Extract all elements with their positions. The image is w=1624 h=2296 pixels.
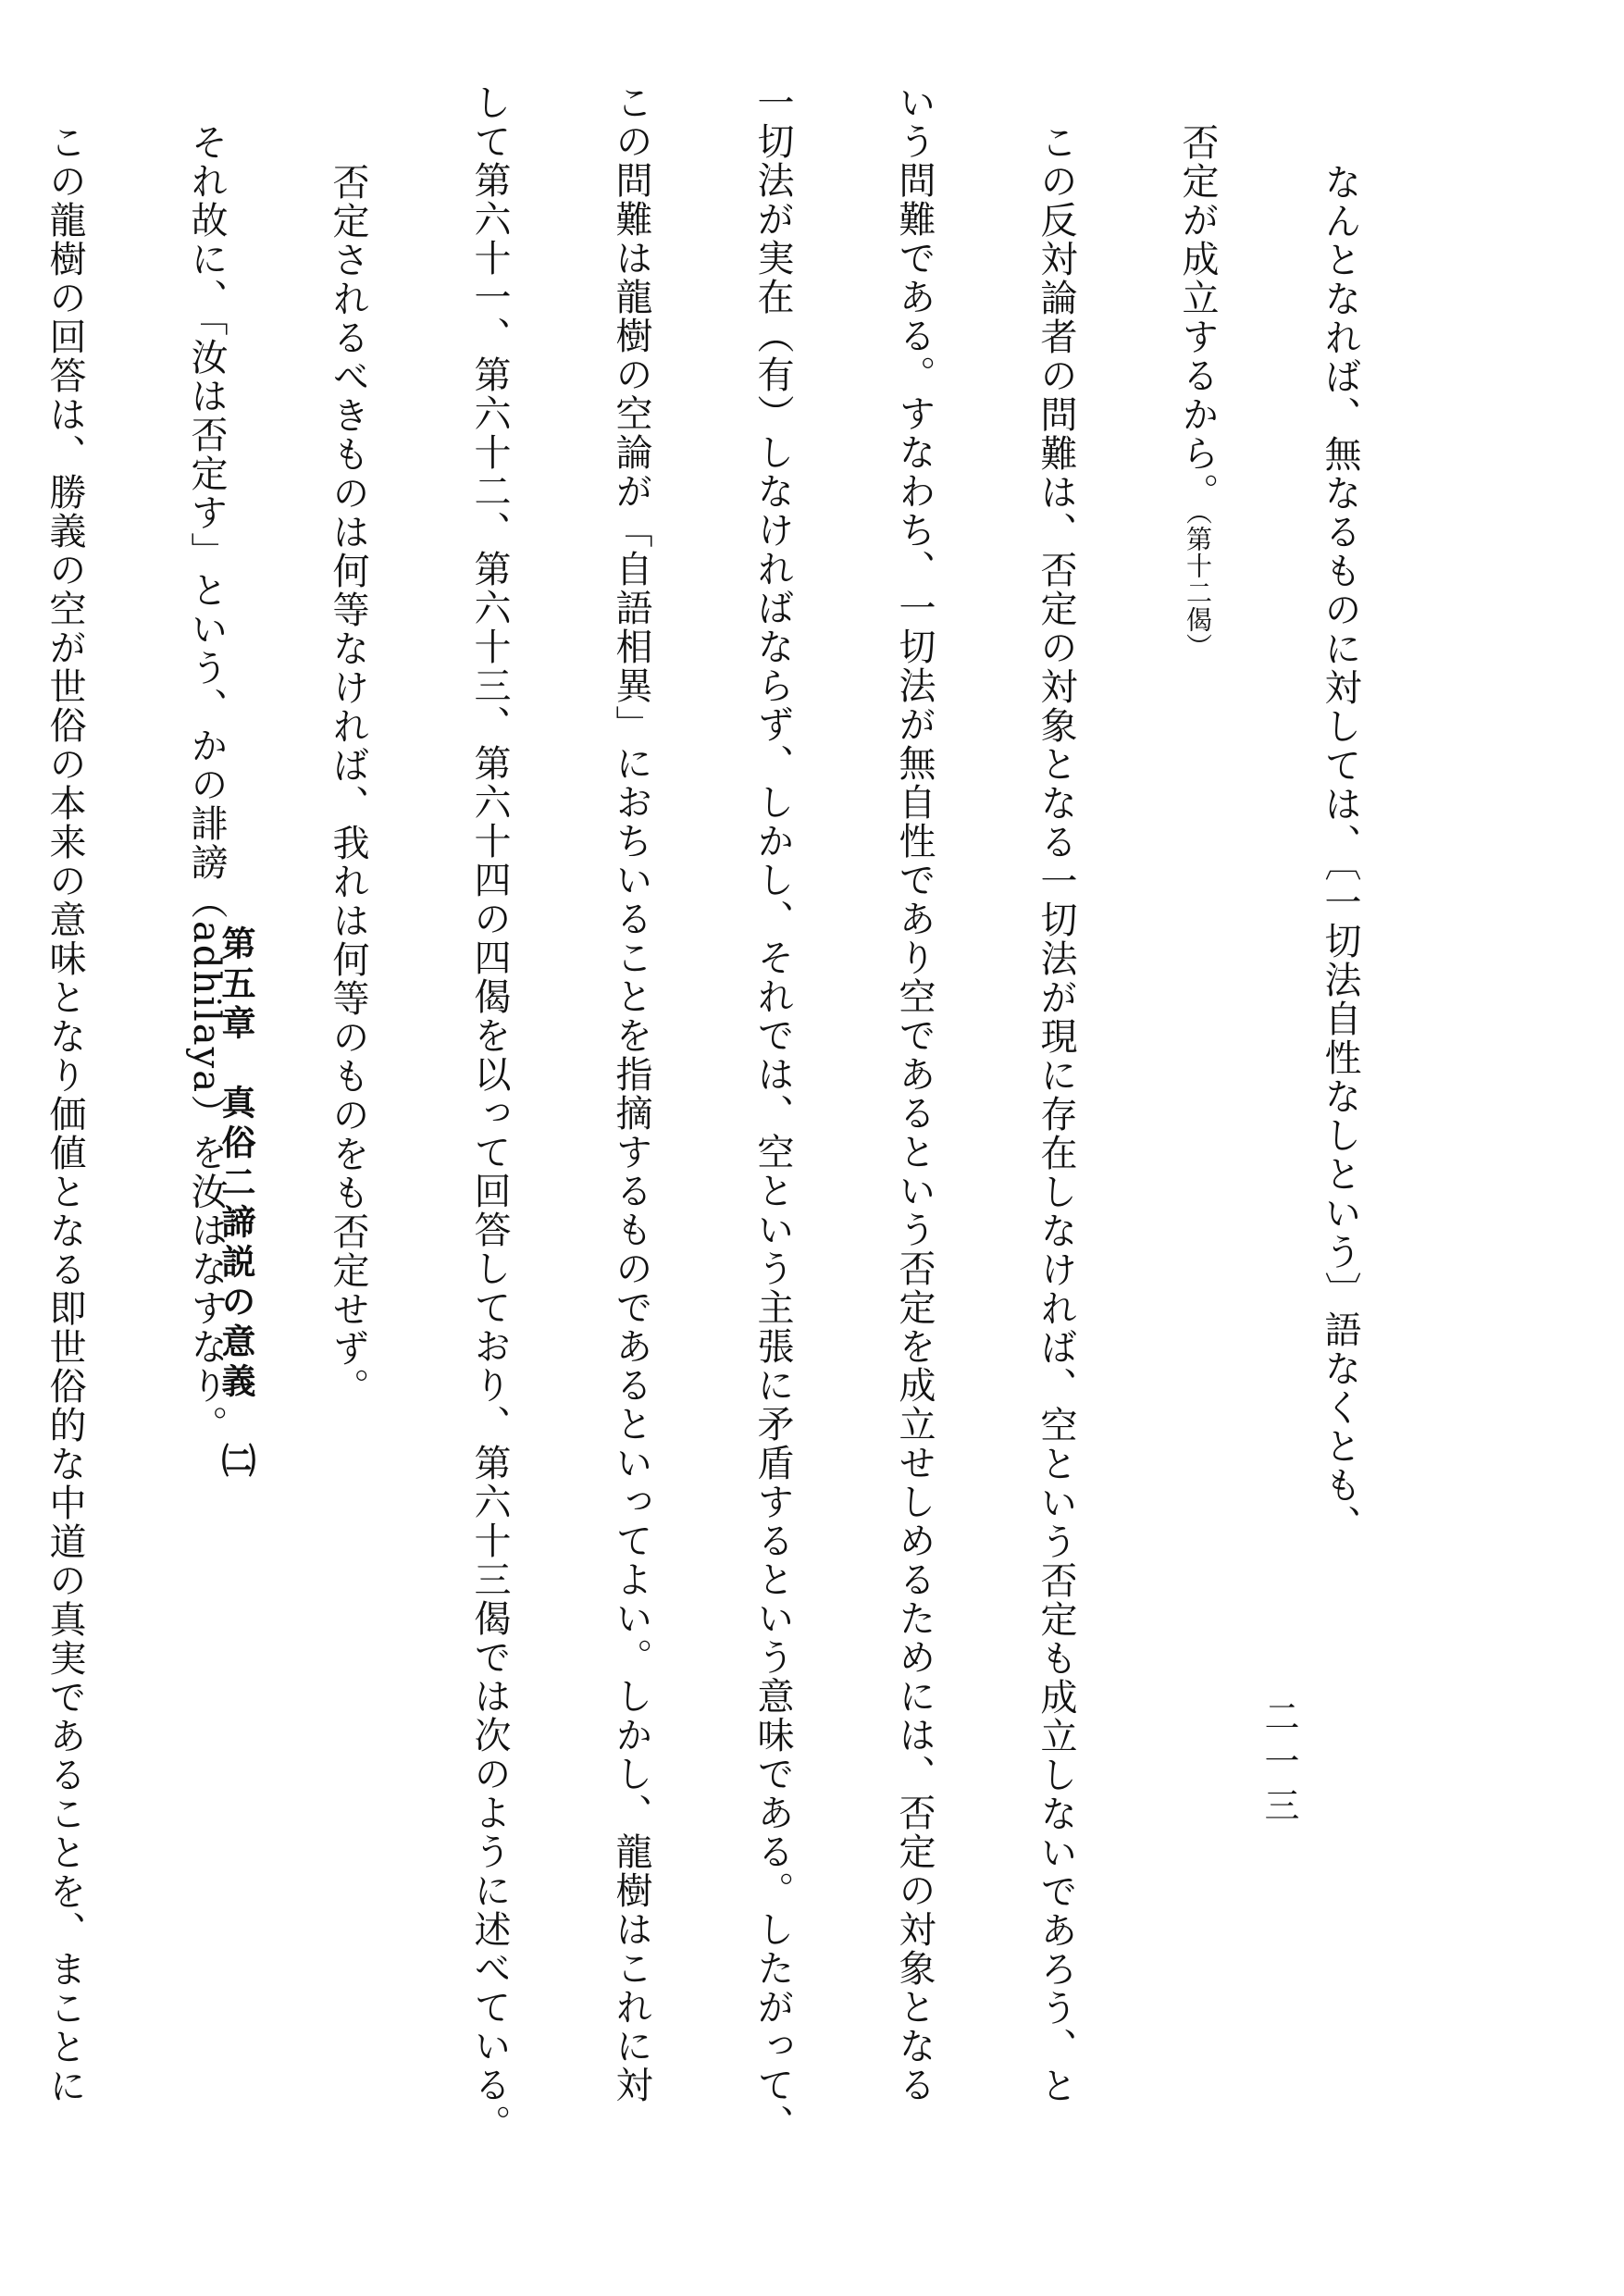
text-line: 一切法が実在（有）しなければならず、しかし、それでは、空という主張に矛盾するという意味である。したがって、 xyxy=(751,83,794,2143)
text-line: いう問難である。すなわち、一切法が無自性であり空であるという否定を成立せしめるためには、否定の対象となる xyxy=(893,83,936,2104)
text-line xyxy=(1173,83,1221,2119)
verse-reference: （第十二偈） xyxy=(1183,512,1213,660)
text-line: この問難は龍樹の空論が「自語相異」におちいることを指摘するものであるといってよい。しかし、龍樹はこれに対 xyxy=(610,83,652,2104)
text-line: この反対論者の問難は、否定の対象となる一切法が現に存在しなければ、空という否定も成立しないであろう、と xyxy=(1035,123,1077,2105)
text-segment: 否定が成立するから。 xyxy=(1176,123,1219,512)
text-line: して第六十一、第六十二、第六十三、第六十四の四偈を以って回答しており、第六十三偈では次のように述べている。 xyxy=(468,83,511,2143)
text-line: この龍樹の回答は、勝義の空が世俗の本来の意味となり価値となる即世俗的な中道の真実であることを、まことに xyxy=(43,123,86,2105)
text-line: 否定されるべきものは何等なければ、我れは何等のものをも否定せず。 xyxy=(327,163,369,1407)
running-head: 第五章 真俗二諦説の意義 ㈡ xyxy=(216,925,255,1483)
text-line: それ故に、「汝は否定す」という、かの誹謗（adhilaya）を汝はなすなり。 xyxy=(185,123,228,1445)
page-number: 二一三 xyxy=(1258,1698,1299,1831)
text-line: なんとなれば、無なるものに対しては、〔一切法自性なしという〕語なくとも、 xyxy=(1319,163,1361,1544)
